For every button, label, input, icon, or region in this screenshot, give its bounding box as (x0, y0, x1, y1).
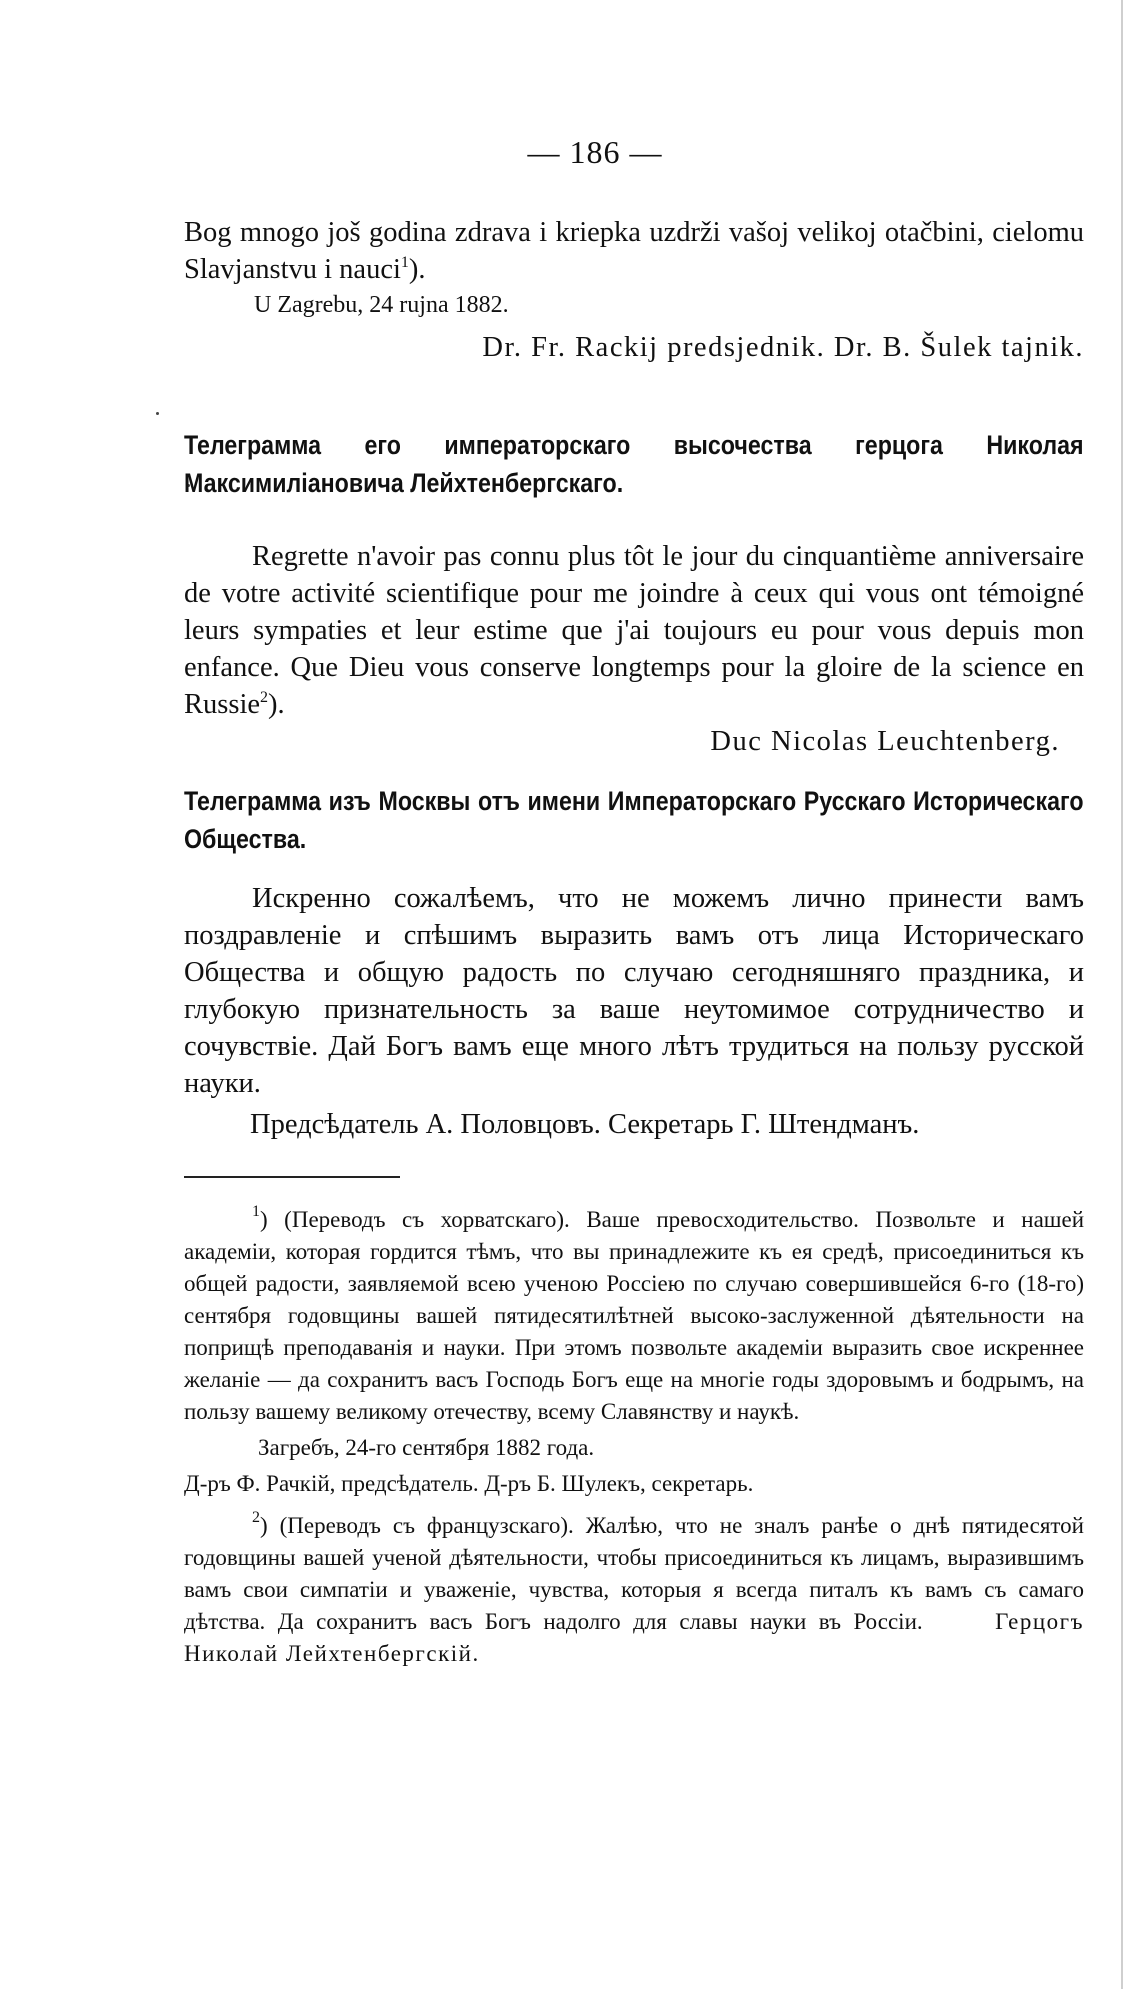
footnote-ref-1: 1 (400, 254, 409, 271)
telegram-moscow-signatures: Предсѣдатель А. Половцовъ. Секретарь Г. Штендманъ. (250, 1109, 920, 1140)
footnote-1-mark: 1 (252, 1203, 260, 1220)
footnotes (184, 1204, 1084, 1670)
croatian-letter (184, 214, 1084, 366)
footnote-2-text: ) (Переводъ съ французскаго). Жалѣю, что не зналъ ранѣе о днѣ пятидесятой годовщины вашей ученой дѣятельности, чтобы присоединиться къ лицамъ, выразившимъ вамъ свои симпатіи и уваженіе, чувства, которыя я всегда питалъ къ вамъ съ самаго дѣтства. Да сохранитъ васъ Богъ надолго для славы науки въ Россіи. (184, 1513, 1084, 1634)
speck (156, 412, 159, 415)
croatian-text-closing: ). (408, 254, 426, 285)
croatian-text-body: Bog mnogo još godina zdrava i kriepka uzdrži vašoj velikoj otačbini, cielomu Slavjanstvu i nauci (184, 217, 1084, 285)
footnote-2-mark: 2 (252, 1509, 260, 1526)
telegram-moscow-heading: Телеграмма изъ Москвы отъ имени Императорскаго Русскаго Историческаго Общества. (184, 786, 1084, 854)
footnote-1-signature: Д-ръ Ф. Рачкій, предсѣдатель. Д-ръ Б. Шулекъ, секретарь. (184, 1471, 754, 1496)
footnote-2 (184, 1510, 1084, 1670)
telegram-moscow (184, 782, 1084, 1143)
telegram-moscow-text: Искренно сожалѣемъ, что не можемъ лично принести вамъ поздравленіе и спѣшимъ выразить вамъ отъ лица Историческаго Общества и общую радость по случаю сегодняшняго праздника, и глубокую признательность за ваше неутомимое сотрудничество и сочувствіе. Дай Богъ вамъ еще много лѣтъ трудиться на пользу русской науки. (184, 883, 1084, 1099)
leuchtenberg-text-body: Regrette n'avoir pas connu plus tôt le jour du cinquantième anniversaire de votre activité scientifique pour me joindre à ceux qui vous ont témoigné leurs sympaties et leur estime que j'ai toujours eu pour vous depuis mon enfance. Que Dieu vous conserve longtemps pour la gloire de la science en Russie (184, 541, 1084, 720)
footnote-1-text: ) (Переводъ съ хорватскаго). Ваше превосходительство. Позвольте и нашей академіи, которая гордится тѣмъ, что вы принадлежите къ ея средѣ, присоединиться къ общей радости, заявляемой всею ученою Россіею по случаю совершившейся 6-го (18-го) сентября годовщины вашей пятидесятилѣтней высоко-заслуженной дѣятельности на поприщѣ преподаванія и науки. При этомъ позвольте академіи выразить свое искреннее желаніе — да сохранитъ васъ Господь Богъ еще на многіе годы здоровымъ и бодрымъ, на пользу вашему великому отечеству, всему Славянству и наукѣ. (184, 1207, 1084, 1424)
footnote-separator (184, 1176, 400, 1178)
leuchtenberg-text-closing: ). (268, 689, 285, 720)
croatian-letter-date: U Zagrebu, 24 rujna 1882. (254, 292, 509, 318)
croatian-letter-signatures: Dr. Fr. Rackij predsjednik. Dr. B. Šulek tajnik. (482, 332, 1084, 363)
telegram-leuchtenberg-heading: Телеграмма его императорскаго высочества герцога Николая Максимиліановича Лейхтенбергскаго. (184, 430, 1084, 498)
telegram-leuchtenberg-signature: Duc Nicolas Leuchtenberg. (710, 726, 1060, 757)
croatian-letter-text (184, 214, 1084, 288)
footnote-ref-2: 2 (260, 689, 269, 706)
footnote-1 (184, 1204, 1084, 1428)
page-edge-line (1121, 0, 1123, 1989)
telegram-leuchtenberg (184, 426, 1084, 760)
footnote-1-date: Загребъ, 24-го сентября 1882 года. (258, 1435, 595, 1460)
page-number: — 186 — (527, 134, 663, 170)
footnote-2-signature: Герцогъ Николай Лейхтенбергскій. (184, 1609, 1084, 1666)
telegram-leuchtenberg-text (184, 538, 1084, 723)
